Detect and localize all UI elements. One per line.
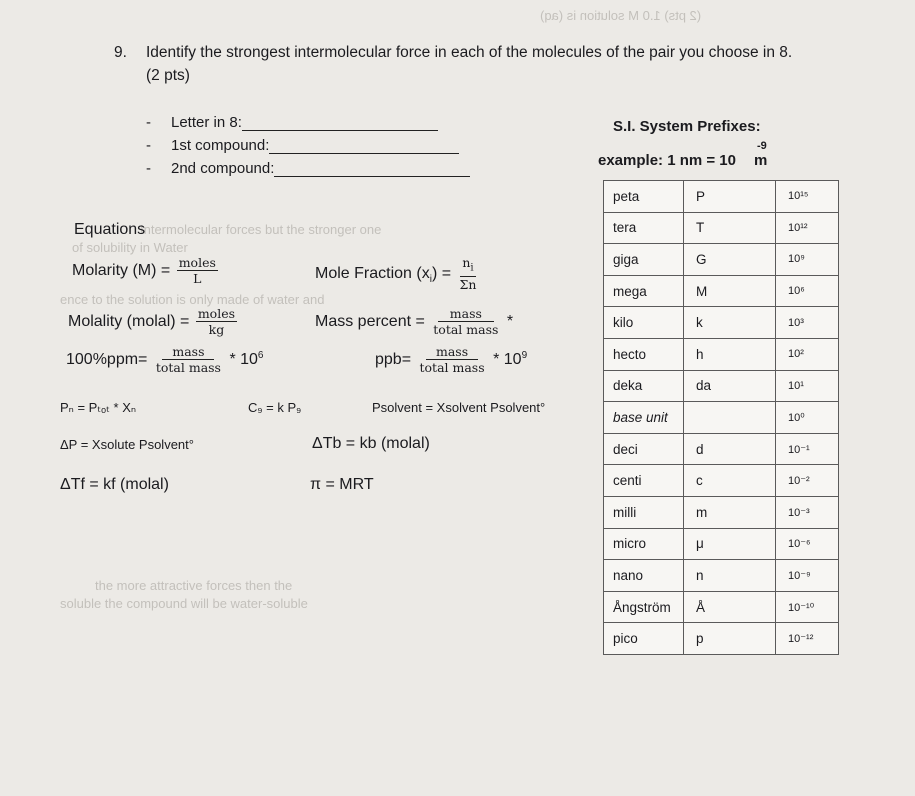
- freezing-point-depression-equation: ΔTf = kf (molal): [60, 476, 169, 493]
- prefix-symbol: T: [684, 212, 776, 244]
- prefix-factor: 10⁻¹⁰: [776, 591, 839, 623]
- bleed-through-text: of solubility in Water: [72, 240, 188, 255]
- prefixes-example-exponent: -9: [757, 140, 767, 152]
- prefix-factor: 10⁻¹²: [776, 623, 839, 655]
- prefix-name: deka: [604, 370, 684, 402]
- henry-law-equation: C₉ = k P₉: [248, 400, 302, 415]
- prefix-name: pico: [604, 623, 684, 655]
- bleed-through-text: Intermolecular forces but the stronger one: [140, 222, 382, 237]
- bleed-through-text: (2 pts) 1.0 M solution is (aq): [540, 8, 702, 23]
- prefix-factor: 10⁻¹: [776, 433, 839, 465]
- prefix-symbol: Å: [684, 591, 776, 623]
- prefix-factor: 10⁻⁹: [776, 560, 839, 592]
- question-points: (2 pts): [146, 67, 190, 84]
- prefix-row: [604, 496, 839, 528]
- prefix-factor: 10¹: [776, 370, 839, 402]
- prefix-name: giga: [604, 244, 684, 276]
- bleed-through-text: soluble the compound will be water-soluble: [60, 596, 308, 611]
- prefix-name: tera: [604, 212, 684, 244]
- molality-equation: Molality (molal) = $\frac{\text{moles}}{kg}$: [68, 306, 236, 337]
- prefixes-title: S.I. System Prefixes:: [613, 118, 761, 135]
- prefix-name: mega: [604, 275, 684, 307]
- molarity-equation: Molarity (M) = $\frac{\text{moles}}{L}$: [72, 255, 216, 286]
- partial-pressure-equation: Pₙ = Pₜₒₜ * Xₙ: [60, 400, 137, 415]
- question-number: 9.: [114, 44, 127, 61]
- prefix-name: Ångström: [604, 591, 684, 623]
- answer-line[interactable]: [242, 116, 438, 131]
- answer-line[interactable]: [269, 139, 459, 154]
- prefix-factor: 10⁶: [776, 275, 839, 307]
- prefix-row: [604, 275, 839, 307]
- bullet: -: [146, 114, 151, 131]
- prefix-name: micro: [604, 528, 684, 560]
- prefix-row: [604, 623, 839, 655]
- bullet: -: [146, 137, 151, 154]
- prefix-symbol: P: [684, 181, 776, 213]
- prefix-name: deci: [604, 433, 684, 465]
- prefix-symbol: M: [684, 275, 776, 307]
- ppb-equation: ppb= $\frac{\text{mass}}{\text{total mass}}$ * $10^9$: [375, 344, 528, 375]
- prefix-row: [604, 244, 839, 276]
- prefix-name: nano: [604, 560, 684, 592]
- boiling-point-elevation-equation: ΔTb = kb (molal): [312, 435, 430, 452]
- prefix-symbol: p: [684, 623, 776, 655]
- prefix-factor: 10⁻⁶: [776, 528, 839, 560]
- prefix-factor: 10⁻²: [776, 465, 839, 497]
- osmotic-pressure-equation: π = MRT: [310, 476, 374, 493]
- prefix-table: [603, 180, 839, 655]
- prefix-row: [604, 307, 839, 339]
- prefix-name: milli: [604, 496, 684, 528]
- prefix-symbol: [684, 402, 776, 434]
- prefix-row: [604, 528, 839, 560]
- prefix-symbol: n: [684, 560, 776, 592]
- prefix-row: [604, 591, 839, 623]
- prefix-factor: 10¹²: [776, 212, 839, 244]
- answer-line[interactable]: [274, 162, 470, 177]
- prefix-row: [604, 181, 839, 213]
- prefix-name: kilo: [604, 307, 684, 339]
- prefix-factor: 10³: [776, 307, 839, 339]
- prefix-factor: 10⁰: [776, 402, 839, 434]
- prefix-name: hecto: [604, 338, 684, 370]
- prefix-row: [604, 212, 839, 244]
- prefix-name: base unit: [604, 402, 684, 434]
- answer-label-first-compound: 1st compound:: [171, 137, 459, 154]
- prefix-factor: 10⁹: [776, 244, 839, 276]
- prefix-symbol: m: [684, 496, 776, 528]
- raoult-law-equation: Psolvent = Xsolvent Psolvent°: [372, 400, 546, 415]
- prefix-row: [604, 338, 839, 370]
- ppm-equation: 100%ppm= $\frac{\text{mass}}{\text{total mass}}$ * $10^6$: [66, 344, 264, 375]
- prefix-factor: 10¹⁵: [776, 181, 839, 213]
- question-text: Identify the strongest intermolecular force in each of the molecules of the pair you choose in 8.: [146, 44, 793, 61]
- prefix-symbol: k: [684, 307, 776, 339]
- prefix-symbol: h: [684, 338, 776, 370]
- bleed-through-text: the more attractive forces then the: [95, 578, 293, 593]
- mass-percent-equation: Mass percent = $\frac{\text{mass}}{\text{total mass}}$ *: [315, 306, 514, 337]
- prefix-row: [604, 433, 839, 465]
- prefix-symbol: G: [684, 244, 776, 276]
- bleed-through-text: ence to the solution is only made of water and: [60, 292, 325, 307]
- prefix-symbol: d: [684, 433, 776, 465]
- equations-heading: Equations: [74, 221, 146, 238]
- bullet: -: [146, 160, 151, 177]
- prefix-factor: 10²: [776, 338, 839, 370]
- prefix-symbol: μ: [684, 528, 776, 560]
- answer-label-second-compound: 2nd compound:: [171, 160, 470, 177]
- prefix-name: peta: [604, 181, 684, 213]
- prefix-row: [604, 370, 839, 402]
- prefix-row: [604, 465, 839, 497]
- prefix-name: centi: [604, 465, 684, 497]
- prefix-row: [604, 560, 839, 592]
- prefix-symbol: c: [684, 465, 776, 497]
- prefix-row: [604, 402, 839, 434]
- prefix-symbol: da: [684, 370, 776, 402]
- vapor-pressure-lowering-equation: ΔP = Xsolute Psolvent°: [60, 437, 194, 452]
- answer-label-letter: Letter in 8:: [171, 114, 438, 131]
- prefixes-example: example: 1 nm = 10 m: [598, 152, 768, 169]
- prefix-factor: 10⁻³: [776, 496, 839, 528]
- mole-fraction-equation: Mole Fraction $(x_i)$ = $\frac{n_i}{\Sigma n}$: [315, 255, 477, 292]
